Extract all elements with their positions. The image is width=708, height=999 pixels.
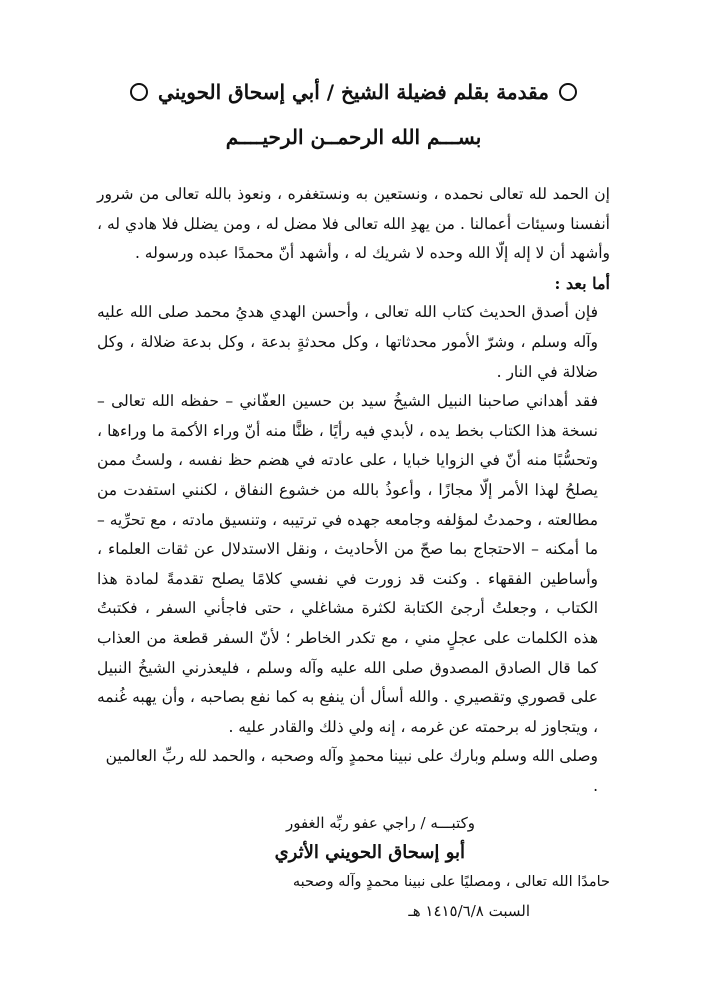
paragraph-main: فقد أهداني صاحبنا النبيل الشيخُ سيد بن حسين العفّاني – حفظه الله تعالى – نسخة هذا الكتاب بخط يده ، لأبدي فيه رأيًا ، ظنًّا منه أنّ وراء الأكمة ما وراءها ، وتحسُّبًا منه أنّ في الزوايا خبايا ، على عادته في هضم حظ نفسه ، ولستُ ممن يصلحُ لهذا الأمر إلّا مجازًا ، وأعوذُ بالله من خشوع النفاق ، لكنني استفدت من مطالعته ، وحمدتُ لمؤلفه وجامعه جهده في ترتيبه ، وتنسيق مادته ، مع تحرِّيه – ما أمكنه – الاحتجاج بما صحّ من الأحاديث ، ونقل الاستدلال عن ثقات العلماء ، وأساطين الفقهاء . وكنت قد زورت في نفسي كلامًا يصلح تقدمةً لمادة هذا الكتاب ، وجعلتُ أرجئ الكتابة لكثرة مشاغلي ، حتى فاجأني السفر ، فكتبتُ هذه الكلمات على عجلٍ مني ، مع تكدر الخاطر ؛ لأنّ السفر قطعة من العذاب كما قال الصادق المصدوق صلى الله عليه وآله وسلم ، فليعذرني الشيخُ النبيل على قصوري وتقصيري . والله أسأل أن ينفع به كما نفع بصاحبه ، وأن يهبه غُنمه ، ويتجاوز له برحمته عن غرمه ، إنه ولي ذلك والقادر عليه . xyxy=(97,392,598,736)
basmala: بســـم الله الرحمــن الرحيــــم xyxy=(225,125,482,149)
ama-baad-heading: أما بعد : xyxy=(554,273,610,293)
paragraph-hadith: فإن أصدق الحديث كتاب الله تعالى ، وأحسن الهدي هديُ محمد صلى الله عليه وآله وسلم ، وشرّ الأمور محدثاتها ، وكل محدثةٍ بدعة ، وكل بدعة ضلالة ، وكل ضلالة في النار . xyxy=(97,303,598,381)
header xyxy=(97,72,610,112)
signature-block xyxy=(97,809,610,926)
signature-note: حامدًا الله تعالى ، ومصليًا على نبينا محمدٍ وآله وصحبه xyxy=(292,874,610,891)
paragraph-opening: إن الحمد لله تعالى نحمده ، ونستعين به ونستغفره ، ونعوذ بالله تعالى من شرور أنفسنا وسيئات أعمالنا . من يهدِ الله تعالى فلا مضل له ، ومن يضلل فلا هادي له ، وأشهد أن لا إله إلّا الله وحده لا شريك له ، وأشهد أنّ محمدًا عبده ورسوله . xyxy=(97,185,610,263)
body-text xyxy=(97,180,610,801)
signature-date: السبت ١٤١٥/٦/٨ هـ xyxy=(408,902,530,921)
paragraph-closing: وصلى الله وسلم وبارك على نبينا محمدٍ وآله وصحبه ، والحمد لله ربِّ العالمين . xyxy=(105,747,598,795)
circle-ornament-left-icon xyxy=(130,83,148,101)
circle-ornament-right-icon xyxy=(559,83,577,101)
signature-line: وكتبـــه / راجي عفو ربِّه الغفور xyxy=(285,814,475,833)
page-title: مقدمة بقلم فضيلة الشيخ / أبي إسحاق الحويني xyxy=(158,80,549,104)
author-name: أبو إسحاق الحويني الأثري xyxy=(274,842,465,864)
